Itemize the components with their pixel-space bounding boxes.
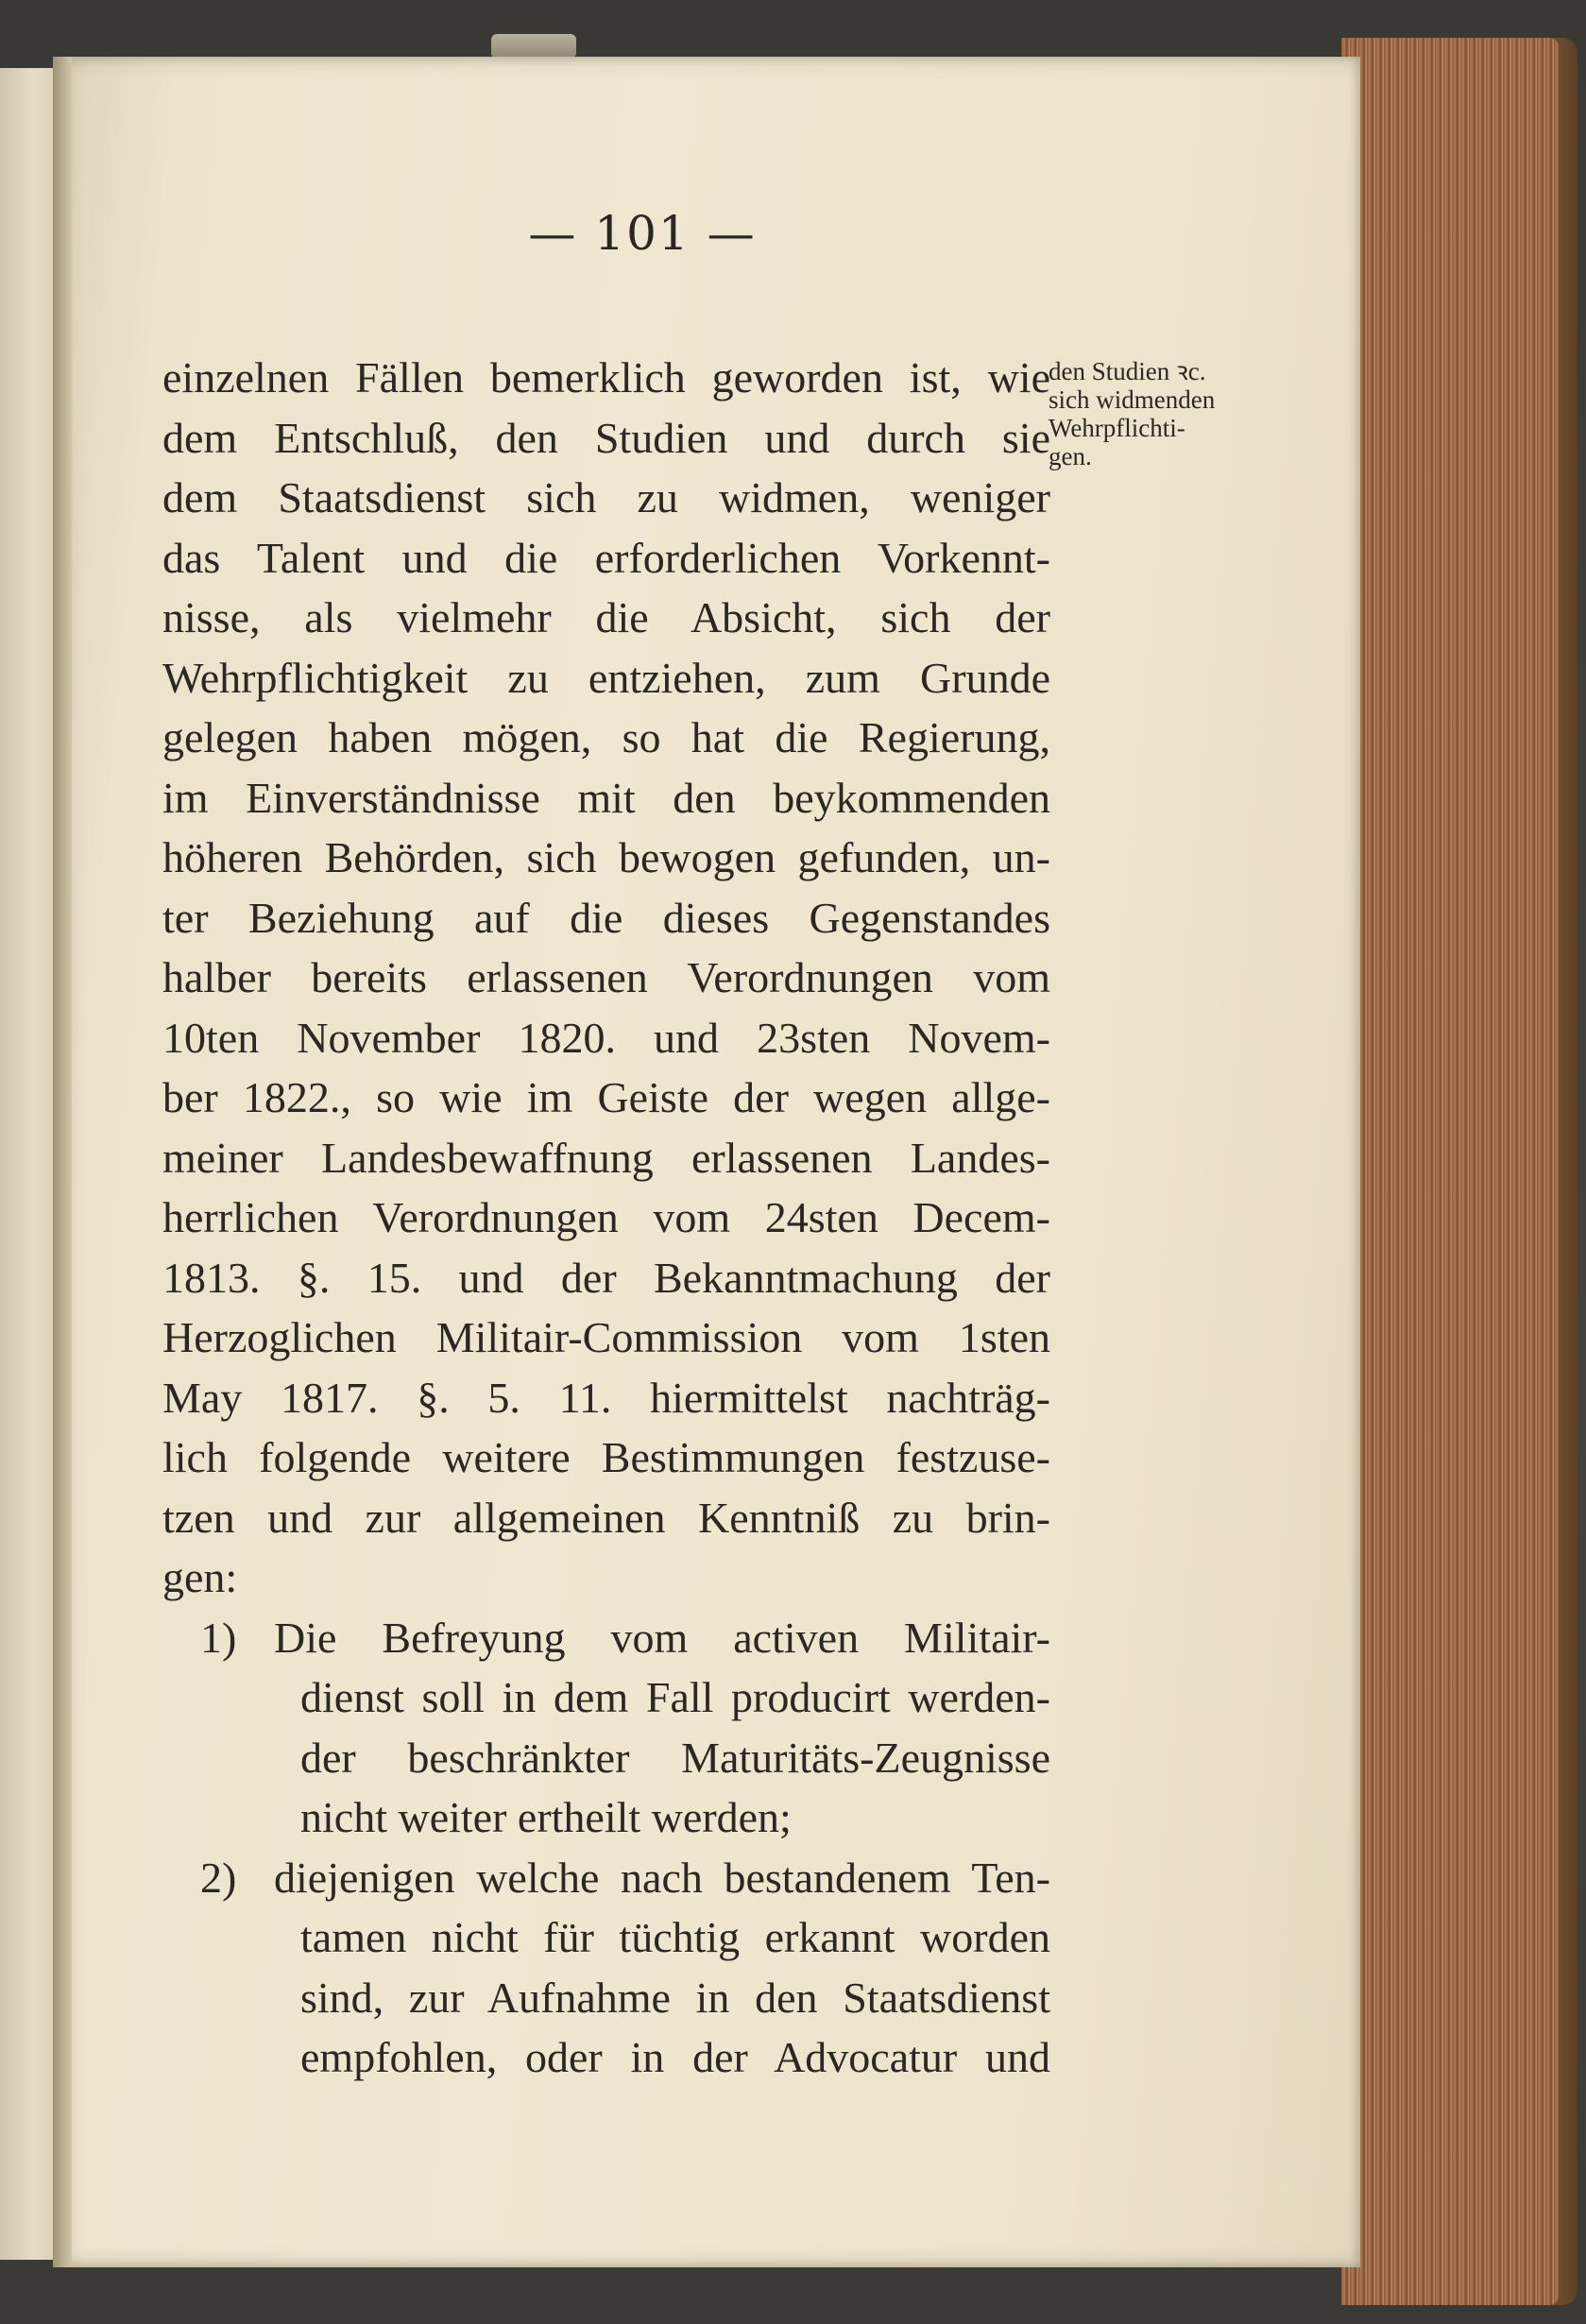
- list-item-line: nicht weiter ertheilt werden;: [300, 1793, 792, 1841]
- text-line: dem Staatsdienst sich zu widmen, weniger: [162, 473, 1050, 521]
- text-line: nisse, als vielmehr die Absicht, sich der: [162, 593, 1050, 641]
- text-line: gen:: [162, 1553, 238, 1601]
- list-item-line: sind, zur Aufnahme in den Staatsdienst: [300, 1973, 1050, 2022]
- marginal-line: den Studien ꝛc.: [1049, 357, 1206, 385]
- list-item-line: dienst soll in dem Fall producirt werden-: [300, 1673, 1050, 1721]
- marginal-line: Wehrpflichti-: [1049, 414, 1185, 442]
- text-line: 1813. §. 15. und der Bekanntmachung der: [162, 1253, 1050, 1302]
- list-item-number: 1): [200, 1613, 237, 1662]
- marginal-note: [1049, 357, 1275, 470]
- text-line: Herzoglichen Militair-Commission vom 1sten: [162, 1313, 1050, 1361]
- text-line: dem Entschluß, den Studien und durch sie: [162, 413, 1050, 462]
- text-line: gelegen haben mögen, so hat die Regierung,: [162, 713, 1050, 761]
- list-item-line: [162, 1848, 1050, 1908]
- text-line: ter Beziehung auf die dieses Gegenstandes: [162, 893, 1050, 942]
- text-line: höheren Behörden, sich bewogen gefunden, un-: [162, 833, 1050, 881]
- list-item-number: 2): [200, 1853, 237, 1902]
- text-line: einzelnen Fällen bemerklich geworden ist, wie: [162, 353, 1050, 402]
- text-line: im Einverständnisse mit den beykommenden: [162, 773, 1050, 822]
- page-number: — 101 —: [528, 206, 757, 261]
- text-line: May 1817. §. 5. 11. hiermittelst nachträg-: [162, 1373, 1050, 1422]
- marginal-line: sich widmenden: [1049, 385, 1216, 414]
- text-line: lich folgende weitere Bestimmungen festzuse-: [162, 1433, 1050, 1481]
- list-item-text: Die Befreyung vom activen Militair-: [274, 1613, 1050, 1662]
- list-item-line: der beschränkter Maturitäts-Zeugnisse: [300, 1733, 1050, 1782]
- text-line: 10ten November 1820. und 23sten Novem-: [162, 1013, 1050, 1062]
- list-item-line: tamen nicht für tüchtig erkannt worden: [300, 1913, 1050, 1961]
- text-line: ber 1822., so wie im Geiste der wegen allge-: [162, 1073, 1050, 1121]
- list-item-line: empfohlen, oder in der Advocatur und: [300, 2033, 1050, 2081]
- left-page-edge: [0, 68, 59, 2260]
- text-line: halber bereits erlassenen Verordnungen vom: [162, 953, 1050, 1001]
- page-edges: [1341, 38, 1559, 2305]
- list-item-line: [162, 1608, 1050, 1668]
- text-line: herrlichen Verordnungen vom 24sten Decem-: [162, 1193, 1050, 1241]
- list-item-text: diejenigen welche nach bestandenem Ten-: [274, 1853, 1050, 1902]
- book-gutter: [53, 57, 72, 2267]
- text-line: das Talent und die erforderlichen Vorkennt-: [162, 533, 1050, 582]
- body-text: [162, 348, 1050, 2088]
- text-line: tzen und zur allgemeinen Kenntniß zu brin-: [162, 1493, 1050, 1542]
- text-line: meiner Landesbewaffnung erlassenen Landes-: [162, 1133, 1050, 1182]
- text-line: Wehrpflichtigkeit zu entziehen, zum Grunde: [162, 653, 1050, 702]
- page-clasp: [491, 34, 576, 59]
- marginal-line: gen.: [1049, 442, 1092, 470]
